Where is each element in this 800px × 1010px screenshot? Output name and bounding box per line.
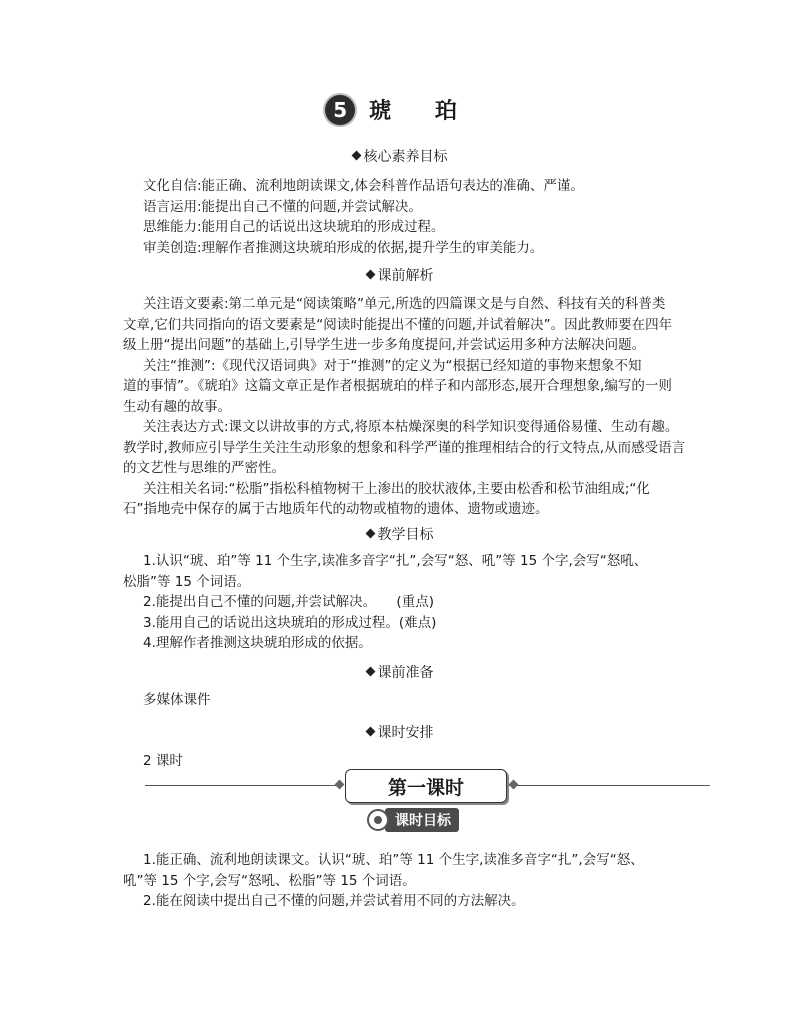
core-goal-item: 文化自信:能正确、流利地朗读课文,体会科普作品语句表达的准确、严谨。 [143,178,584,194]
analysis-line: 教学时,教师应引导学生关注生动形象的想象和科学严谨的推理相结合的行文特点,从而感受语言 [123,439,686,456]
prep-text: 多媒体课件 [143,692,211,708]
schedule-text: 2 课时 [143,753,183,769]
divider-dot [509,780,519,790]
teaching-goal-line: 3.能用自己的话说出这块琥珀的形成过程。(难点) [143,614,437,631]
session-title: 第一课时 [345,769,507,803]
section-heading-analysis: 课前解析 [0,265,800,285]
section-heading-core: 核心素养目标 [0,146,800,166]
analysis-line: 关注语文要素:第二单元是“阅读策略”单元,所选的四篇课文是与自然、科技有关的科普类 [143,296,666,312]
analysis-line: 生动有趣的故事。 [123,398,231,415]
lesson-number-badge: 5 [325,95,355,125]
core-goal-item: 语言运用:能提出自己不懂的问题,并尝试解决。 [143,198,422,215]
divider-dot [335,780,345,790]
core-goal-item: 审美创造:理解作者推测这块琥珀形成的依据,提升学生的审美能力。 [143,239,544,256]
analysis-line: 关注相关名词:“松脂”指松科植物树干上渗出的胶状液体,主要由松香和松节油组成;“化 [143,480,650,497]
analysis-block [123,294,686,520]
session-goal-line: 2.能在阅读中提出自己不懂的问题,并尝试着用不同的方法解决。 [143,893,525,909]
analysis-line: 文章,它们共同指向的语文要素是“阅读时能提出不懂的问题,并试着解决”。因此教师要在四年 [123,316,673,333]
core-goal-item: 思维能力:能用自己的话说出这块琥珀的形成过程。 [143,219,445,235]
analysis-line: 的文艺性与思维的严密性。 [123,460,285,476]
lesson-title-text: 琥 珀 [369,99,475,124]
session-goal-line: 吼”等 15 个字,会写“怒吼、松脂”等 15 个词语。 [123,872,416,889]
analysis-line: 道的事情”。《琥珀》这篇文章正是作者根据琥珀的样子和内部形态,展开合理想象,编写的一则 [123,378,672,394]
analysis-line: 关注“推测”:《现代汉语词典》对于“推测”的定义为“根据已经知道的事物来想象不知 [143,357,642,374]
core-goals-list [143,176,663,258]
diamond-icon [365,270,375,280]
teaching-goal-line: 1.认识“琥、珀”等 11 个生字,读准多音字“扎”,会写“怒、吼”等 15 个字,会写“怒吼、 [143,553,648,569]
diamond-icon [365,529,375,539]
session-goal-line: 1.能正确、流利地朗读课文。认识“琥、珀”等 11 个生字,读准多音字“扎”,会写“怒、 [143,852,644,868]
divider-line [145,785,342,786]
session-goal-label: 课时目标 [385,808,459,832]
diamond-icon [365,727,375,737]
teaching-goal-line: 2.能提出自己不懂的问题,并尝试解决。 (重点) [143,594,434,610]
analysis-line: 石”指地壳中保存的属于古地质年代的动物或植物的遗体、遗物或遗迹。 [123,501,549,517]
lesson-title [0,94,800,125]
analysis-line: 级上册“提出问题”的基础上,引导学生进一步多角度提问,并尝试运用多种方法解决问题。 [123,337,646,353]
diamond-icon [365,667,375,677]
analysis-line: 关注表达方式:课文以讲故事的方式,将原本枯燥深奥的科学知识变得通俗易懂、生动有趣。 [143,419,679,435]
teaching-goals-list [123,551,683,654]
teaching-goal-line: 松脂”等 15 个词语。 [123,573,251,590]
target-icon [367,809,389,831]
section-heading-schedule: 课时安排 [0,722,800,742]
diamond-icon [351,151,361,161]
divider-line [508,785,710,786]
session-goals-list [123,850,683,912]
section-heading-prep: 课前准备 [0,662,800,682]
section-heading-teaching: 教学目标 [0,524,800,544]
session-goal-tag [367,809,459,831]
teaching-goal-line: 4.理解作者推测这块琥珀形成的依据。 [143,635,372,651]
